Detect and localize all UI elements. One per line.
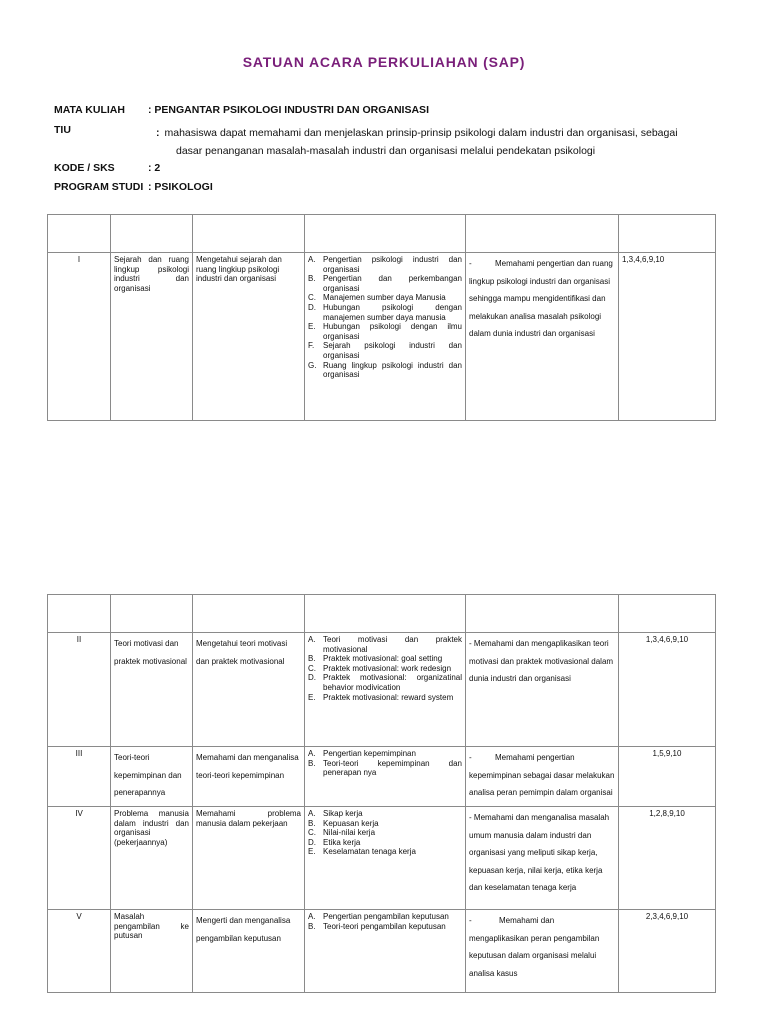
list-item: A. Sikap kerja bbox=[308, 809, 363, 818]
table-row bbox=[48, 910, 716, 993]
program-studi-label: PROGRAM STUDI bbox=[54, 181, 144, 193]
objective-cell: Mengetahui sejarah dan ruang lingkiup psikologi industri dan organisasi bbox=[193, 253, 305, 421]
reference-cell: 1,3,4,6,9,10 bbox=[619, 633, 716, 747]
subtopic-cell bbox=[305, 633, 466, 747]
session-number: V bbox=[48, 910, 111, 993]
list-item: B. Praktek motivasional: goal setting bbox=[308, 654, 443, 664]
reference-cell: 2,3,4,6,9,10 bbox=[619, 910, 716, 993]
subtopic-cell bbox=[305, 253, 466, 421]
header-cell bbox=[305, 595, 466, 633]
list-item: A. Pengertian kepemimpinan bbox=[308, 749, 416, 758]
table-header-row bbox=[48, 595, 716, 633]
subtopic-list bbox=[308, 912, 462, 931]
topic-cell: Teori-teori kepemimpinan dan penerapannya bbox=[111, 747, 193, 807]
header-cell bbox=[619, 215, 716, 253]
table-row bbox=[48, 253, 716, 421]
session-number: I bbox=[48, 253, 111, 421]
tiu-line-2: dasar penanganan masalah-masalah industri dan organisasi melalui pendekatan psikologi bbox=[176, 145, 596, 157]
objective-cell: Memahami dan menganalisa teori-teori kepemimpinan bbox=[193, 747, 305, 807]
subtopic-list bbox=[308, 809, 462, 857]
list-item: E. Hubungan psikologi dengan ilmu organisasi bbox=[308, 322, 462, 341]
objective-cell: Mengerti dan menganalisa pengambilan keputusan bbox=[193, 910, 305, 993]
header-cell bbox=[305, 215, 466, 253]
reference-cell: 1,3,4,6,9,10 bbox=[619, 253, 716, 421]
sap-table-page-1 bbox=[47, 214, 716, 421]
program-studi-value: : PSIKOLOGI bbox=[148, 181, 213, 193]
kode-sks-value: : 2 bbox=[148, 162, 161, 174]
objective-cell: Memahami problema manusia dalam pekerjaan bbox=[193, 807, 305, 910]
header-cell bbox=[48, 595, 111, 633]
header-cell bbox=[111, 215, 193, 253]
topic-cell: Sejarah dan ruang lingkup psikologi industri dan organisasi bbox=[111, 253, 193, 421]
list-item: D. Etika kerja bbox=[308, 837, 361, 847]
list-item: B. Pengertian dan perkembangan organisasi bbox=[308, 274, 462, 293]
table-header-row bbox=[48, 215, 716, 253]
list-item: C. Nilai-nilai kerja bbox=[308, 828, 376, 838]
subtopic-list bbox=[308, 635, 462, 702]
goal-cell: - Memahami dan menganalisa masalah umum manusia dalam industri dan organisasi yang meliputi sikap kerja, kepuasan kerja, nilai kerja, etika kerja dan keselamatan tenaga kerja bbox=[466, 807, 619, 910]
list-item: A. Pengertian pengambilan keputusan bbox=[308, 912, 449, 921]
list-item: B. Teori-teori pengambilan keputusan bbox=[308, 921, 446, 931]
list-item: A. Teori motivasi dan praktek motivasional bbox=[308, 635, 462, 654]
list-item: C. Praktek motivasional: work redesign bbox=[308, 663, 452, 673]
list-item: F. Sejarah psikologi industri dan organisasi bbox=[308, 341, 462, 360]
session-number: II bbox=[48, 633, 111, 747]
list-item: C. Manajemen sumber daya Manusia bbox=[308, 293, 446, 303]
list-item: A. Pengertian psikologi industri dan organisasi bbox=[308, 255, 462, 274]
header-cell bbox=[48, 215, 111, 253]
goal-cell: - Memahami dan mengaplikasikan teori motivasi dan praktek motivasional dalam dunia industri dan organisasi bbox=[466, 633, 619, 747]
tiu-description bbox=[156, 124, 716, 160]
subtopic-cell bbox=[305, 747, 466, 807]
subtopic-list bbox=[308, 255, 462, 380]
list-item: G. Ruang lingkup psikologi industri dan organisasi bbox=[308, 360, 462, 380]
goal-cell: - Memahami pengertian kepemimpinan sebagai dasar melakukan analisa peran pemimpin dalam organisai bbox=[466, 747, 619, 807]
list-item: E. Keselamatan tenaga kerja bbox=[308, 847, 416, 857]
reference-cell: 1,5,9,10 bbox=[619, 747, 716, 807]
topic-cell: Masalah pengambilan ke putusan bbox=[111, 910, 193, 993]
goal-cell: - Memahami pengertian dan ruang lingkup psikologi industri dan organisasi sehingga mampu mengidentifikasi dan melakukan analisa masalah psikologi dalam dunia industri dan organisasi bbox=[466, 253, 619, 421]
table-row bbox=[48, 807, 716, 910]
goal-cell: - Memahami dan mengaplikasikan peran pengambilan keputusan dalam organisasi melalui analisa kasus bbox=[466, 910, 619, 993]
header-cell bbox=[619, 595, 716, 633]
subtopic-cell bbox=[305, 807, 466, 910]
subtopic-list bbox=[308, 749, 462, 778]
list-item: E. Praktek motivasional: reward system bbox=[308, 692, 454, 702]
session-number: III bbox=[48, 747, 111, 807]
tiu-line-1: mahasiswa dapat memahami dan menjelaskan prinsip-prinsip psikologi dalam industri dan organisasi, sebagai bbox=[164, 127, 678, 139]
header-cell bbox=[466, 595, 619, 633]
header-cell bbox=[193, 595, 305, 633]
table-row bbox=[48, 747, 716, 807]
topic-cell: Teori motivasi dan praktek motivasional bbox=[111, 633, 193, 747]
tiu-colon: : bbox=[156, 127, 160, 139]
mata-kuliah-value: : PENGANTAR PSIKOLOGI INDUSTRI DAN ORGANISASI bbox=[148, 104, 429, 116]
subtopic-cell bbox=[305, 910, 466, 993]
list-item: B. Teori-teori kepemimpinan dan penerapan nya bbox=[308, 758, 462, 778]
sap-table-page-2 bbox=[47, 594, 716, 993]
tiu-label: TIU bbox=[54, 124, 71, 136]
mata-kuliah-label: MATA KULIAH bbox=[54, 104, 125, 116]
kode-sks-label: KODE / SKS bbox=[54, 162, 115, 174]
table-row bbox=[48, 633, 716, 747]
reference-cell: 1,2,8,9,10 bbox=[619, 807, 716, 910]
session-number: IV bbox=[48, 807, 111, 910]
list-item: D. Praktek motivasional: organizatinal behavior modivication bbox=[308, 673, 462, 692]
document-title: SATUAN ACARA PERKULIAHAN (SAP) bbox=[242, 54, 526, 70]
topic-cell: Problema manusia dalam industri dan organisasi (pekerjaannya) bbox=[111, 807, 193, 910]
header-cell bbox=[193, 215, 305, 253]
list-item: B. Kepuasan kerja bbox=[308, 818, 379, 828]
header-cell bbox=[466, 215, 619, 253]
objective-cell: Mengetahui teori motivasi dan praktek motivasional bbox=[193, 633, 305, 747]
header-cell bbox=[111, 595, 193, 633]
list-item: D. Hubungan psikologi dengan manajemen sumber daya manusia bbox=[308, 302, 462, 322]
